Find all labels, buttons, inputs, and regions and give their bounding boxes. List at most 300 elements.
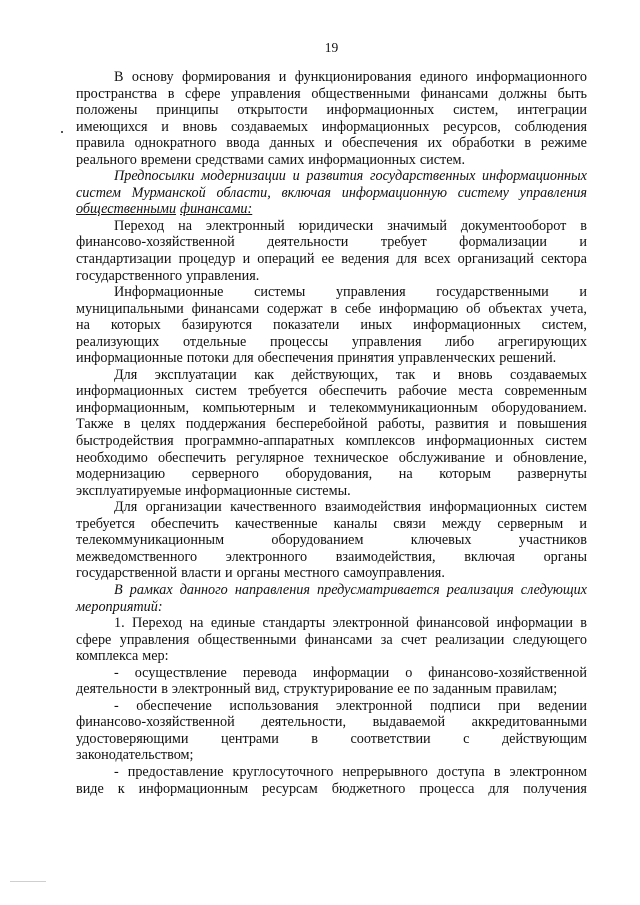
word: положены — [76, 102, 138, 119]
paragraph — [76, 698, 587, 764]
word: всех — [424, 251, 451, 268]
word: и — [324, 135, 333, 152]
text-line — [76, 168, 587, 185]
word: ввода — [226, 135, 260, 152]
word: информационных — [76, 383, 184, 400]
word: мер: — [142, 648, 169, 665]
word: развернуты — [517, 466, 587, 483]
text-line — [76, 334, 587, 351]
word: непрерывного — [342, 763, 428, 780]
word: информационных — [429, 499, 538, 516]
word: систем, — [541, 317, 587, 334]
word: и — [432, 366, 441, 383]
text-line — [76, 152, 587, 169]
word: вновь — [457, 366, 493, 383]
word: иных — [360, 317, 393, 334]
text-line — [76, 367, 587, 384]
word: структурирование — [283, 681, 394, 698]
word: - — [114, 697, 119, 714]
text-line — [76, 450, 587, 467]
word: управления — [119, 631, 190, 648]
word: требуется — [76, 515, 135, 532]
word: организаций — [457, 251, 534, 268]
text-line — [76, 433, 587, 450]
word: действующим — [501, 730, 587, 747]
word: системы — [254, 284, 306, 301]
word: на — [398, 466, 413, 483]
word: соблюдения — [514, 118, 587, 135]
word: финансово-хозяйственной — [428, 664, 587, 681]
word: ключевых — [410, 532, 472, 549]
text-line — [76, 119, 587, 136]
word: управленческих — [398, 350, 496, 367]
word: юридически — [298, 217, 374, 234]
paragraph — [76, 284, 587, 367]
word: однократного — [134, 135, 217, 152]
paragraph — [76, 499, 587, 582]
word: открытости — [237, 102, 308, 119]
word: при — [498, 697, 521, 714]
word: местного — [284, 565, 340, 582]
word: процедур — [178, 251, 236, 268]
word: виде — [76, 780, 104, 797]
word: агрегирующих — [497, 333, 587, 350]
word: муниципальными — [76, 300, 184, 317]
word: и — [579, 284, 587, 301]
word: требуется — [248, 383, 308, 400]
text-line — [76, 714, 587, 731]
word: принятия — [337, 350, 395, 367]
text-line — [76, 665, 587, 682]
word: информационных — [321, 118, 430, 135]
word: обеспечения — [342, 135, 418, 152]
scan-mark — [61, 131, 63, 133]
word: оборудования, — [285, 466, 373, 483]
text-line — [76, 185, 587, 202]
word: серверного — [191, 466, 259, 483]
word: с — [463, 730, 470, 747]
word: показатели — [273, 317, 340, 334]
paragraph — [76, 69, 587, 168]
word: информационных — [482, 168, 587, 185]
text-line — [76, 416, 587, 433]
word: телекоммуникационным — [76, 532, 225, 549]
word: обслуживание — [398, 449, 486, 466]
word: информации — [312, 664, 390, 681]
word: программно-аппаратных — [184, 433, 335, 450]
word: данных — [269, 135, 315, 152]
word: предусматривается — [317, 581, 440, 598]
word: по — [413, 681, 429, 698]
word: соответствии — [350, 730, 431, 747]
word: информационную — [341, 184, 448, 201]
word: о — [405, 664, 413, 681]
word: управления — [231, 85, 301, 102]
word: управления. — [186, 267, 260, 284]
text-line — [76, 234, 587, 251]
word: Также — [76, 416, 114, 433]
word: и — [579, 515, 587, 532]
word: Переход — [132, 615, 183, 632]
word: информационного — [476, 69, 587, 85]
paragraph — [76, 367, 587, 499]
word: оборудованием. — [491, 399, 587, 416]
word: информационные — [185, 482, 292, 499]
word: систем — [76, 184, 121, 201]
word: содержат — [267, 300, 323, 317]
text-line — [76, 632, 587, 649]
text-line — [76, 466, 587, 483]
word: в — [524, 135, 532, 152]
text-line — [76, 301, 587, 318]
word: оборудованием — [271, 532, 364, 549]
page-number: 19 — [324, 40, 339, 55]
document-body — [76, 69, 587, 797]
word: общественными — [197, 631, 297, 648]
word: обеспечить — [150, 515, 219, 532]
word: систем — [545, 433, 587, 450]
word: потоки — [186, 350, 229, 367]
word: функционирования — [294, 69, 412, 85]
text-line — [76, 135, 587, 152]
word: поддержания — [185, 416, 266, 433]
word: обновление, — [513, 449, 587, 466]
word: так — [395, 366, 416, 383]
word: которым — [439, 466, 491, 483]
text-line — [76, 268, 587, 285]
text-line — [76, 764, 587, 781]
word: модернизации — [201, 168, 286, 185]
word: принципы — [156, 102, 219, 119]
word: систем. — [419, 151, 466, 168]
word: повышения — [517, 416, 587, 433]
word: государственных — [369, 168, 476, 185]
word: единые — [210, 615, 256, 632]
word: и — [308, 399, 317, 416]
word: данного — [179, 581, 228, 598]
word: систему — [457, 184, 509, 201]
word: в — [167, 85, 175, 102]
word: информационных — [413, 317, 521, 334]
text-line — [76, 648, 587, 665]
word: стандартизации — [76, 251, 172, 268]
word: пространства — [76, 85, 158, 102]
word: ведении — [537, 697, 587, 714]
word: включая — [464, 548, 515, 565]
word: ее — [321, 251, 335, 268]
word: осуществление — [134, 664, 227, 681]
word: в — [580, 217, 587, 234]
word: ресурсам — [262, 780, 318, 797]
word: в — [580, 615, 587, 632]
word: себе — [344, 300, 372, 317]
word: информационным — [138, 780, 249, 797]
word: сфере — [76, 631, 112, 648]
word: развития — [306, 168, 364, 185]
word: общественными — [311, 85, 410, 102]
word: - — [114, 664, 119, 681]
word: системы. — [295, 482, 351, 499]
word: реального — [76, 151, 137, 168]
word: серверным — [497, 515, 564, 532]
word: выдаваемой — [372, 714, 446, 731]
word: должны — [498, 85, 547, 102]
word: для — [396, 251, 418, 268]
word: информационных — [326, 102, 435, 119]
word: систем — [195, 383, 237, 400]
word: режиме — [540, 135, 587, 152]
word: учета, — [550, 300, 587, 317]
word: финансами — [304, 631, 373, 648]
word: обеспечения — [257, 350, 334, 367]
word: действующих, — [291, 366, 379, 383]
text-line — [76, 615, 587, 632]
word: круглосуточного — [232, 763, 334, 780]
word: правилам; — [495, 681, 558, 698]
word: рамках — [129, 581, 173, 598]
word: деятельности — [267, 234, 349, 251]
text-line — [76, 218, 587, 235]
word: единого — [419, 69, 468, 85]
word: их — [427, 135, 443, 152]
text-line — [76, 747, 587, 764]
text-line — [76, 599, 587, 616]
text-line — [76, 317, 587, 334]
word: информационные — [76, 350, 183, 367]
word: эксплуатации — [154, 366, 237, 383]
word: для — [232, 350, 254, 367]
word: в — [161, 681, 168, 698]
word: имеющихся — [76, 118, 148, 135]
word: связи — [393, 515, 426, 532]
word: использования — [229, 697, 319, 714]
word: ресурсов, — [443, 118, 501, 135]
text-line — [76, 350, 587, 367]
word: электронной — [336, 697, 413, 714]
word: государственного — [76, 267, 183, 284]
text-line — [76, 251, 587, 268]
word: систем, — [453, 102, 499, 119]
word: базируются — [181, 317, 253, 334]
text-line — [76, 201, 587, 218]
word: В — [114, 581, 123, 598]
text-line — [76, 483, 587, 500]
word: работы, — [377, 416, 425, 433]
word: вновь — [182, 118, 218, 135]
word: ведения — [341, 251, 390, 268]
word: и — [499, 416, 507, 433]
word: обеспечение — [136, 697, 212, 714]
word: деятельности, — [261, 714, 347, 731]
word: государственной — [76, 565, 178, 582]
word: управления — [351, 333, 422, 350]
word: самих — [267, 151, 305, 168]
word: и — [278, 69, 287, 85]
text-line — [76, 383, 587, 400]
word: финансами — [191, 300, 260, 317]
paragraph — [76, 218, 587, 284]
word: места — [458, 383, 493, 400]
word: в — [330, 300, 338, 317]
word: и — [161, 118, 169, 135]
word: процесса — [419, 780, 475, 797]
word: комплексов — [345, 433, 416, 450]
word: управления — [335, 284, 406, 301]
paragraph — [76, 764, 587, 797]
text-line — [76, 582, 587, 599]
word: доступа — [436, 763, 485, 780]
word: электронной — [332, 615, 409, 632]
word: на — [76, 317, 90, 334]
word: рабочие — [398, 383, 447, 400]
word: информацию — [378, 300, 459, 317]
word: значимый — [387, 217, 447, 234]
word: следующих — [520, 581, 587, 598]
word: документооборот — [460, 217, 567, 234]
text-line — [76, 516, 587, 533]
word: аккредитованными — [471, 714, 587, 731]
word: формализации — [459, 234, 547, 251]
word: как — [254, 366, 275, 383]
word: сфере — [185, 85, 221, 102]
word: к — [117, 780, 125, 797]
word: стандарты — [262, 615, 326, 632]
word: в — [493, 763, 501, 780]
word: регулярное — [236, 449, 304, 466]
word: финансами: — [180, 201, 253, 218]
word: подписи — [429, 697, 481, 714]
word: на — [178, 217, 192, 234]
word: на — [189, 615, 204, 632]
word: формирования — [181, 69, 271, 85]
word: целях — [140, 416, 176, 433]
word: бесперебойной — [276, 416, 368, 433]
word: финансовой — [416, 615, 490, 632]
word: органы — [236, 565, 281, 582]
word: предоставление — [127, 763, 224, 780]
word: и — [225, 565, 233, 582]
word: систем — [545, 499, 587, 516]
word: В — [114, 69, 124, 85]
word: обеспечить — [318, 383, 387, 400]
word: времени — [140, 151, 192, 168]
text-line — [76, 532, 587, 549]
word: сектора — [540, 251, 587, 268]
word: быстродействия — [76, 433, 174, 450]
word: правила — [76, 135, 125, 152]
word: области, — [216, 184, 271, 201]
word: объектах — [488, 300, 543, 317]
word: либо — [445, 333, 475, 350]
word: Переход — [114, 217, 165, 234]
word: власти — [181, 565, 222, 582]
word: вид, — [254, 681, 280, 698]
word: 1. — [114, 615, 125, 632]
text-line — [76, 400, 587, 417]
word: Для — [114, 366, 138, 383]
word: взаимодействия — [324, 499, 422, 516]
word: необходимо — [76, 449, 148, 466]
word: реализующих — [76, 333, 160, 350]
text-line — [76, 86, 587, 103]
text-line — [76, 102, 587, 119]
word: взаимодействия, — [335, 548, 436, 565]
word: Мурманской — [131, 184, 206, 201]
word: процессы — [270, 333, 329, 350]
word: реализации — [435, 631, 505, 648]
word: участников — [518, 532, 587, 549]
word: техническое — [314, 449, 389, 466]
word: модернизацию — [76, 466, 166, 483]
text-line — [76, 565, 587, 582]
word: информационным, — [76, 399, 190, 416]
word: центрами — [220, 730, 279, 747]
word: направления — [234, 581, 310, 598]
word: включая — [281, 184, 332, 201]
word: эксплуатируемые — [76, 482, 182, 499]
word: перевода — [242, 664, 297, 681]
word: счет — [401, 631, 427, 648]
word: получения — [523, 780, 587, 797]
word: реализация — [446, 581, 514, 598]
word: и — [292, 168, 300, 185]
word: электронного — [225, 548, 308, 565]
word: управления — [519, 184, 587, 201]
word: электронном — [509, 763, 587, 780]
word: органы — [543, 548, 587, 565]
word: создаваемых — [230, 118, 308, 135]
word: организации — [145, 499, 222, 516]
word: в — [123, 416, 131, 433]
italic-paragraph — [76, 168, 587, 218]
word: основу — [131, 69, 174, 85]
word: современным — [504, 383, 587, 400]
word: самоуправления. — [343, 565, 445, 582]
word: за — [380, 631, 393, 648]
word: операций — [257, 251, 315, 268]
paragraph — [76, 665, 587, 698]
text-line — [76, 284, 587, 301]
word: каналы — [333, 515, 378, 532]
word: информации — [496, 615, 573, 632]
word: электронный — [205, 217, 285, 234]
word: развития — [435, 416, 489, 433]
word: - — [114, 763, 119, 780]
word: информационных — [308, 151, 416, 168]
word: финансово-хозяйственной — [76, 234, 235, 251]
scan-edge-line — [10, 881, 46, 882]
italic-paragraph — [76, 582, 587, 615]
paragraph — [76, 615, 587, 665]
word: Для — [114, 499, 138, 516]
word: мероприятий: — [76, 598, 163, 615]
word: в — [311, 730, 318, 747]
word: отдельные — [182, 333, 247, 350]
word: Информационные — [114, 284, 224, 301]
word: решений. — [499, 350, 557, 367]
word: финансово-хозяйственной — [76, 714, 235, 731]
word: средствами — [195, 151, 264, 168]
text-line — [76, 549, 587, 566]
word: качественного — [230, 499, 317, 516]
word: и — [242, 251, 251, 268]
text-line — [76, 781, 587, 798]
word: обеспечить — [158, 449, 227, 466]
word: создаваемых — [509, 366, 587, 383]
word: деятельности — [76, 681, 158, 698]
word: компьютерным — [202, 399, 295, 416]
word: комплекса — [76, 648, 139, 665]
